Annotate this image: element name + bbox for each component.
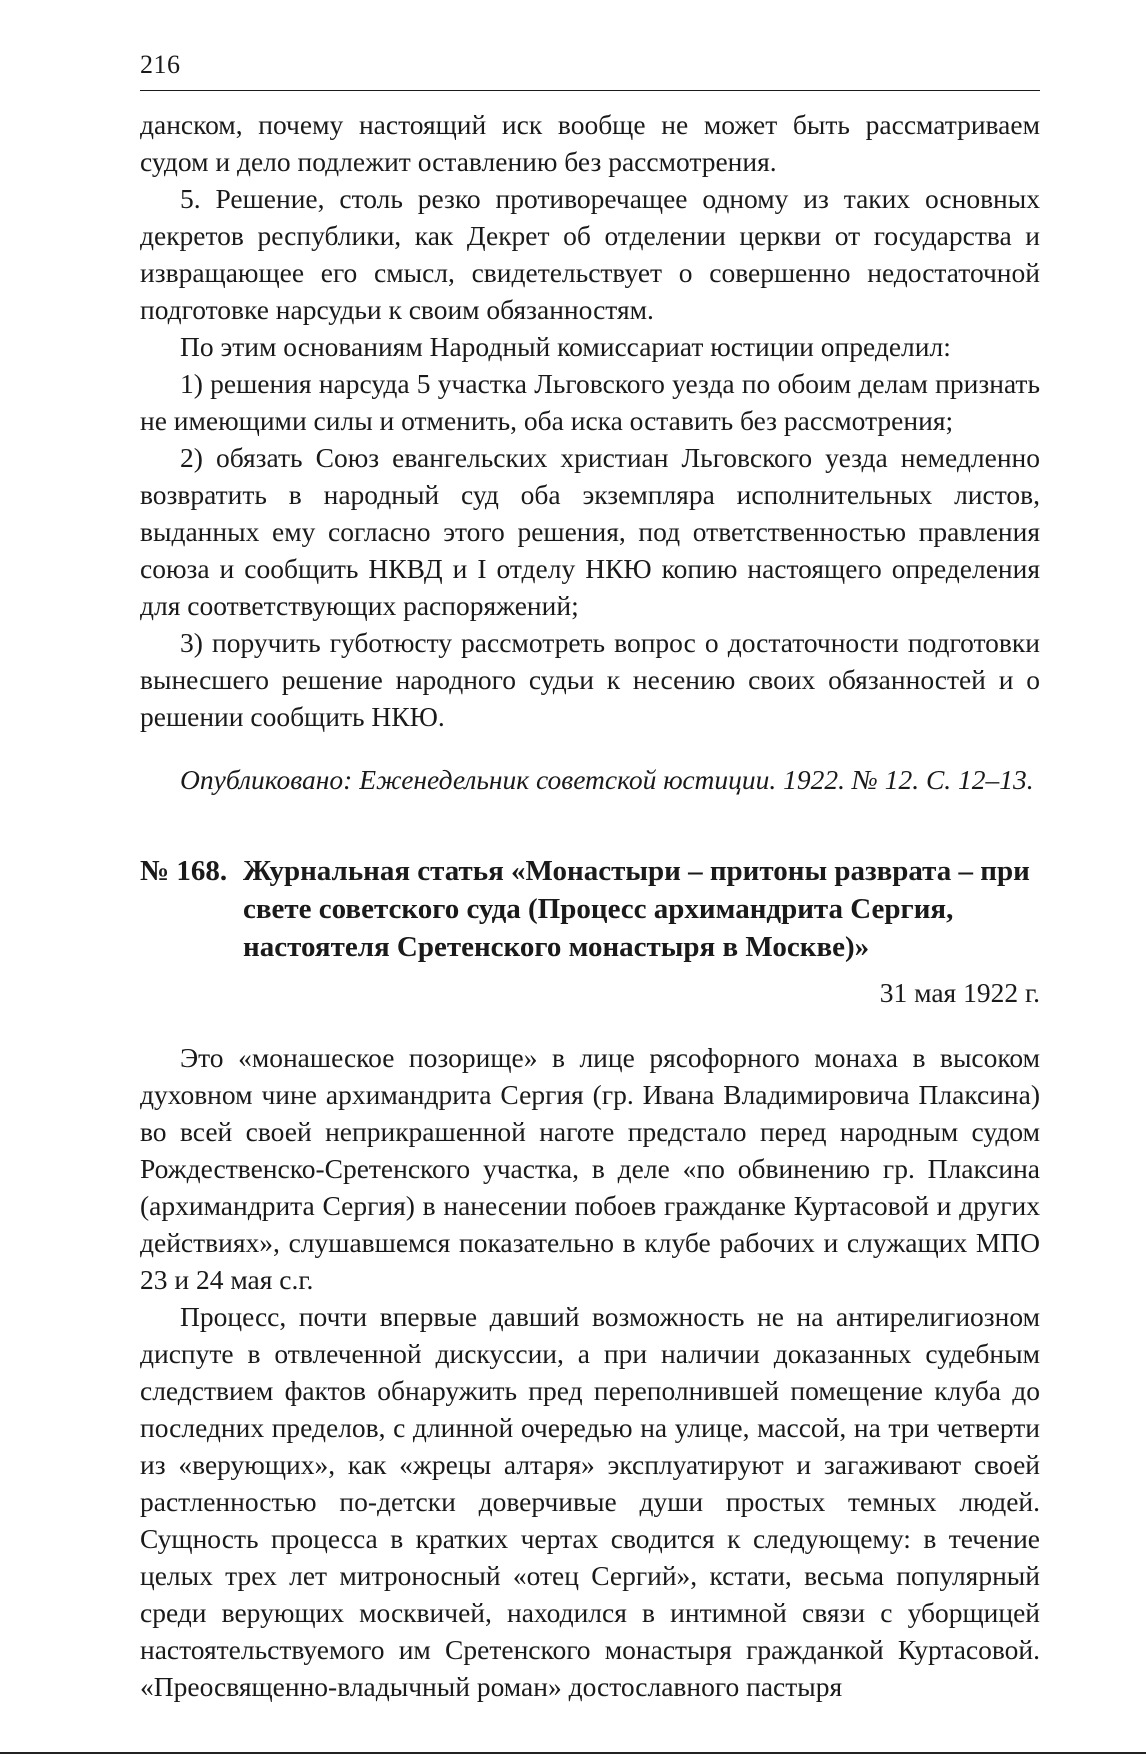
paragraph-resolution-3: 3) поручить губотюсту рассмотреть вопрос о достаточности подготовки вынесшего решение народного судьи к несению своих обязанностей и о решении сообщить НКЮ. xyxy=(140,627,1040,732)
source-note: Опубликовано: Еженедельник советской юстиции. 1922. № 12. С. 12–13. xyxy=(180,764,1034,795)
paragraph-continuation: данском, почему настоящий иск вообще не может быть рассматриваем судом и дело подлежит оставлению без рассмотрения. xyxy=(140,109,1040,177)
article-paragraph-2: Процесс, почти впервые давший возможность не на антирелигиозном диспуте в отвлеченной дискуссии, а при наличии доказанных судебным следствием фактов обнаружить пред переполнившей помещение клуба до последних пределов, с длинной очередью на улице, массой, на три четверти из «верующих», как «жрецы алтаря» эксплуатируют и загаживают своей растленностью по-детски доверчивые души простых темных людей. Сущность процесса в кратких чертах сводится к следующему: в течение целых трех лет митроносный «отец Сергий», кстати, весьма популярный среди верующих москвичей, находился в интимной связи с уборщицей настоятельствуемого им Сретенского монастыря гражданкой Куртасовой. «Преосвященно-владычный роман» достославного пастыря xyxy=(140,1301,1040,1702)
article-body xyxy=(140,1039,1040,1705)
document-title: Журнальная статья «Монастыри – притоны разврата – при свете советского суда (Процесс архимандрита Сергия, настоятеля Сретенского монастыря в Москве)» xyxy=(243,855,1030,963)
article-paragraph-1: Это «монашеское позорище» в лице рясофорного монаха в высоком духовном чине архимандрита Сергия (гр. Ивана Владимировича Плаксина) во всей своей неприкрашенной наготе предстало перед народным судом Рождественско-Сретенского участка, в деле «по обвинению гр. Плаксина (архимандрита Сергия) в нанесении побоев гражданке Куртасовой и других действиях», слушавшемся показательно в клубе рабочих и служащих МПО 23 и 24 мая с.г. xyxy=(140,1042,1040,1295)
paragraph-resolution-intro: По этим основаниям Народный комиссариат юстиции определил: xyxy=(180,331,951,362)
page-content xyxy=(140,106,1040,1705)
document-date: 31 мая 1922 г. xyxy=(879,977,1040,1008)
page-number: 216 xyxy=(140,50,181,79)
bottom-edge-rule xyxy=(0,1752,1146,1754)
paragraph-resolution-1: 1) решения нарсуда 5 участка Льговского уезда по обоим делам признать не имеющими силы и отменить, оба иска оставить без рассмотрения; xyxy=(140,368,1040,436)
paragraph-point-5: 5. Решение, столь резко противоречащее одному из таких основных декретов республики, как Декрет об отделении церкви от государства и извращающее его смысл, свидетельствует о совершенно недостаточной подготовке нарсудьи к своим обязанностям. xyxy=(140,183,1040,325)
header-rule xyxy=(140,90,1040,91)
document-heading xyxy=(140,852,1040,966)
paragraph-resolution-2: 2) обязать Союз евангельских христиан Льговского уезда немедленно возвратить в народный суд оба экземпляра исполнительных листов, выданных ему согласно этого решения, под ответственностью правления союза и сообщить НКВД и I отделу НКЮ копию настоящего определения для соответствующих распоряжений; xyxy=(140,442,1040,621)
document-number: № 168. xyxy=(140,855,228,887)
